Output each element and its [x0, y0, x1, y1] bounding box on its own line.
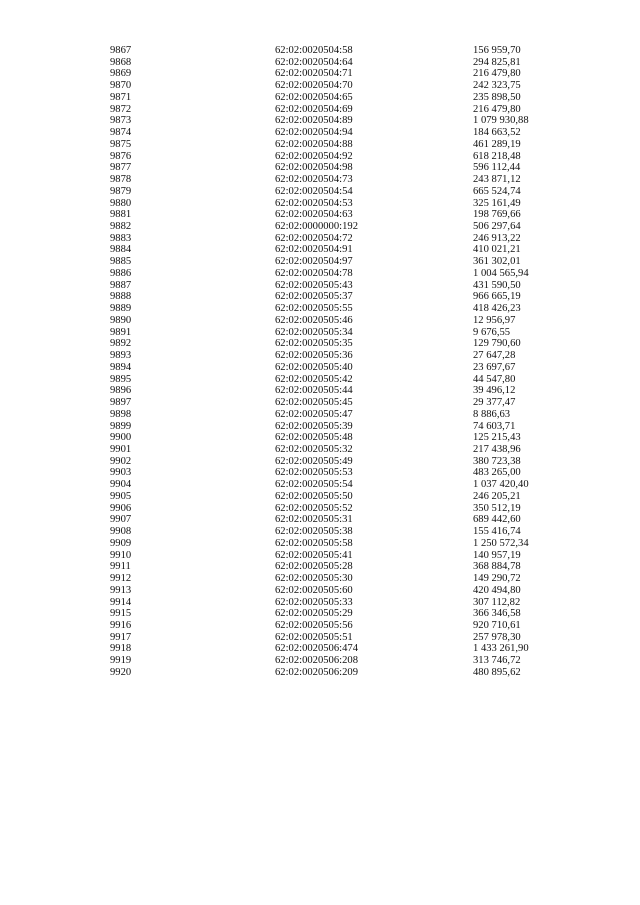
cadastral-value: 184 663,52: [473, 127, 521, 139]
table-row: [110, 620, 580, 632]
cadastral-value: 483 265,00: [473, 467, 521, 479]
row-number: 9899: [110, 420, 132, 432]
row-number: 9884: [110, 244, 132, 256]
table-row: [110, 115, 580, 127]
row-number: 9901: [110, 443, 132, 455]
cadastral-number: 62:02:0020505:55: [275, 303, 353, 315]
row-number: 9918: [110, 643, 132, 655]
cadastral-number: 62:02:0020505:39: [275, 420, 353, 432]
cadastral-number: 62:02:0020504:78: [275, 267, 353, 279]
row-number: 9909: [110, 537, 132, 549]
row-number: 9882: [110, 221, 132, 233]
cadastral-number: 62:02:0020505:30: [275, 573, 353, 585]
row-number: 9867: [110, 45, 132, 56]
row-number: 9896: [110, 385, 132, 397]
row-number: 9883: [110, 232, 132, 244]
table-row: [110, 280, 580, 292]
row-number: 9888: [110, 291, 132, 303]
cadastral-value: 380 723,38: [473, 455, 521, 467]
cadastral-number: 62:02:0020504:69: [275, 103, 353, 115]
row-number: 9910: [110, 549, 132, 561]
cadastral-value: 257 978,30: [473, 631, 521, 643]
cadastral-number: 62:02:0020505:28: [275, 561, 353, 573]
row-number: 9905: [110, 490, 132, 502]
cadastral-value: 366 346,58: [473, 608, 521, 620]
row-number: 9900: [110, 432, 132, 444]
cadastral-value: 480 895,62: [473, 666, 521, 678]
row-number: 9881: [110, 209, 132, 221]
cadastral-number: 62:02:0020505:42: [275, 373, 353, 385]
cadastral-number: 62:02:0020505:47: [275, 408, 353, 420]
row-number: 9894: [110, 361, 132, 373]
table-row: [110, 209, 580, 221]
cadastral-value: 431 590,50: [473, 279, 521, 291]
row-number: 9878: [110, 174, 132, 186]
row-number: 9893: [110, 350, 132, 362]
cadastral-number: 62:02:0020505:32: [275, 443, 353, 455]
cadastral-number: 62:02:0020504:88: [275, 138, 353, 150]
cadastral-value: 506 297,64: [473, 221, 521, 233]
table-row: [110, 350, 580, 362]
cadastral-value: 198 769,66: [473, 209, 521, 221]
row-number: 9877: [110, 162, 132, 174]
cadastral-number: 62:02:0020504:91: [275, 244, 353, 256]
cadastral-number: 62:02:0020506:208: [275, 655, 358, 667]
row-number: 9912: [110, 573, 132, 585]
cadastral-number: 62:02:0020504:58: [275, 45, 353, 56]
table-row: [110, 432, 580, 444]
cadastral-number: 62:02:0020505:53: [275, 467, 353, 479]
cadastral-number: 62:02:0020505:29: [275, 608, 353, 620]
cadastral-number: 62:02:0020505:37: [275, 291, 353, 303]
table-row: [110, 632, 580, 644]
cadastral-number: 62:02:0020504:64: [275, 56, 353, 68]
cadastral-value: 125 215,43: [473, 432, 521, 444]
row-number: 9916: [110, 619, 132, 631]
table-row: [110, 57, 580, 69]
row-number: 9886: [110, 267, 132, 279]
table-row: [110, 538, 580, 550]
row-number: 9898: [110, 408, 132, 420]
cadastral-value: 235 898,50: [473, 91, 521, 103]
table-row: [110, 244, 580, 256]
cadastral-value: 618 218,48: [473, 150, 521, 162]
row-number: 9897: [110, 397, 132, 409]
table-row: [110, 444, 580, 456]
cadastral-value: 8 886,63: [473, 408, 511, 420]
cadastral-value: 596 112,44: [473, 162, 521, 174]
table-row: [110, 327, 580, 339]
row-number: 9908: [110, 526, 132, 538]
cadastral-value: 461 289,19: [473, 138, 521, 150]
cadastral-value: 216 479,80: [473, 103, 521, 115]
cadastral-value: 129 790,60: [473, 338, 521, 350]
cadastral-number: 62:02:0020504:65: [275, 91, 353, 103]
table-row: [110, 467, 580, 479]
row-number: 9875: [110, 138, 132, 150]
cadastral-number: 62:02:0020505:35: [275, 338, 353, 350]
row-number: 9920: [110, 666, 132, 678]
row-number: 9906: [110, 502, 132, 514]
table-row: [110, 338, 580, 350]
table-row: [110, 643, 580, 655]
cadastral-value: 1 250 572,34: [473, 537, 529, 549]
cadastral-number: 62:02:0020505:38: [275, 526, 353, 538]
cadastral-number: 62:02:0020504:70: [275, 80, 353, 92]
row-number: 9885: [110, 256, 132, 268]
table-row: [110, 80, 580, 92]
table-row: [110, 667, 580, 679]
cadastral-value: 410 021,21: [473, 244, 521, 256]
row-number: 9904: [110, 479, 132, 491]
table-row: [110, 174, 580, 186]
cadastral-value: 966 665,19: [473, 291, 521, 303]
table-row: [110, 362, 580, 374]
table-row: [110, 608, 580, 620]
row-number: 9871: [110, 91, 132, 103]
cadastral-number: 62:02:0020505:58: [275, 537, 353, 549]
row-number: 9874: [110, 127, 132, 139]
cadastral-value: 156 959,70: [473, 45, 521, 56]
cadastral-value: 361 302,01: [473, 256, 521, 268]
cadastral-number: 62:02:0020504:72: [275, 232, 353, 244]
cadastral-number: 62:02:0020505:44: [275, 385, 353, 397]
row-number: 9913: [110, 584, 132, 596]
table-row: [110, 585, 580, 597]
row-number: 9891: [110, 326, 132, 338]
cadastral-value: 313 746,72: [473, 655, 521, 667]
row-number: 9917: [110, 631, 132, 643]
table-row: [110, 491, 580, 503]
cadastral-value: 149 290,72: [473, 573, 521, 585]
table-row: [110, 104, 580, 116]
cadastral-number: 62:02:0020504:94: [275, 127, 353, 139]
row-number: 9911: [110, 561, 131, 573]
cadastral-value: 140 957,19: [473, 549, 521, 561]
table-row: [110, 456, 580, 468]
cadastral-number: 62:02:0020506:209: [275, 666, 358, 678]
table-row: [110, 503, 580, 515]
cadastral-number: 62:02:0020504:97: [275, 256, 353, 268]
table-row: [110, 514, 580, 526]
row-number: 9902: [110, 455, 132, 467]
cadastral-value-table: [110, 45, 580, 679]
cadastral-number: 62:02:0020505:52: [275, 502, 353, 514]
cadastral-number: 62:02:0020505:60: [275, 584, 353, 596]
table-row: [110, 162, 580, 174]
cadastral-value: 74 603,71: [473, 420, 516, 432]
cadastral-value: 217 438,96: [473, 443, 521, 455]
row-number: 9895: [110, 373, 132, 385]
table-row: [110, 233, 580, 245]
cadastral-value: 325 161,49: [473, 197, 521, 209]
row-number: 9872: [110, 103, 132, 115]
cadastral-number: 62:02:0020505:43: [275, 279, 353, 291]
cadastral-number: 62:02:0000000:192: [275, 221, 358, 233]
cadastral-number: 62:02:0020505:33: [275, 596, 353, 608]
table-row: [110, 550, 580, 562]
cadastral-number: 62:02:0020505:41: [275, 549, 353, 561]
table-row: [110, 421, 580, 433]
row-number: 9869: [110, 68, 132, 80]
cadastral-number: 62:02:0020505:48: [275, 432, 353, 444]
table-row: [110, 256, 580, 268]
cadastral-value: 29 377,47: [473, 397, 516, 409]
cadastral-value: 368 884,78: [473, 561, 521, 573]
cadastral-number: 62:02:0020505:40: [275, 361, 353, 373]
row-number: 9919: [110, 655, 132, 667]
cadastral-value: 1 004 565,94: [473, 267, 529, 279]
row-number: 9880: [110, 197, 132, 209]
cadastral-value: 9 676,55: [473, 326, 511, 338]
table-row: [110, 45, 580, 57]
cadastral-value: 39 496,12: [473, 385, 516, 397]
table-row: [110, 573, 580, 585]
table-row: [110, 409, 580, 421]
table-row: [110, 385, 580, 397]
cadastral-number: 62:02:0020504:54: [275, 185, 353, 197]
cadastral-value: 23 697,67: [473, 361, 516, 373]
cadastral-value: 418 426,23: [473, 303, 521, 315]
row-number: 9876: [110, 150, 132, 162]
cadastral-value: 689 442,60: [473, 514, 521, 526]
cadastral-value: 155 416,74: [473, 526, 521, 538]
cadastral-value: 350 512,19: [473, 502, 521, 514]
cadastral-number: 62:02:0020505:50: [275, 490, 353, 502]
cadastral-number: 62:02:0020505:46: [275, 314, 353, 326]
table-row: [110, 127, 580, 139]
cadastral-value: 216 479,80: [473, 68, 521, 80]
table-row: [110, 597, 580, 609]
cadastral-value: 1 037 420,40: [473, 479, 529, 491]
table-row: [110, 315, 580, 327]
table-row: [110, 268, 580, 280]
cadastral-number: 62:02:0020506:474: [275, 643, 358, 655]
row-number: 9915: [110, 608, 132, 620]
row-number: 9892: [110, 338, 132, 350]
cadastral-number: 62:02:0020505:36: [275, 350, 353, 362]
row-number: 9889: [110, 303, 132, 315]
row-number: 9907: [110, 514, 132, 526]
cadastral-number: 62:02:0020504:73: [275, 174, 353, 186]
row-number: 9914: [110, 596, 132, 608]
row-number: 9868: [110, 56, 132, 68]
cadastral-value: 420 494,80: [473, 584, 521, 596]
cadastral-value: 920 710,61: [473, 619, 521, 631]
cadastral-number: 62:02:0020505:56: [275, 619, 353, 631]
table-row: [110, 479, 580, 491]
table-row: [110, 221, 580, 233]
cadastral-number: 62:02:0020504:71: [275, 68, 353, 80]
cadastral-number: 62:02:0020505:34: [275, 326, 353, 338]
cadastral-number: 62:02:0020504:89: [275, 115, 353, 127]
cadastral-number: 62:02:0020504:53: [275, 197, 353, 209]
table-row: [110, 92, 580, 104]
cadastral-value: 1 079 930,88: [473, 115, 529, 127]
table-row: [110, 139, 580, 151]
cadastral-value: 12 956,97: [473, 314, 516, 326]
table-row: [110, 303, 580, 315]
table-row: [110, 561, 580, 573]
table-row: [110, 151, 580, 163]
cadastral-value: 307 112,82: [473, 596, 521, 608]
cadastral-value: 242 323,75: [473, 80, 521, 92]
row-number: 9870: [110, 80, 132, 92]
cadastral-value: 27 647,28: [473, 350, 516, 362]
cadastral-value: 243 871,12: [473, 174, 521, 186]
row-number: 9903: [110, 467, 132, 479]
table-row: [110, 526, 580, 538]
table-row: [110, 397, 580, 409]
cadastral-number: 62:02:0020505:51: [275, 631, 353, 643]
row-number: 9887: [110, 279, 132, 291]
table-row: [110, 68, 580, 80]
cadastral-value: 1 433 261,90: [473, 643, 529, 655]
cadastral-value: 246 913,22: [473, 232, 521, 244]
cadastral-number: 62:02:0020505:45: [275, 397, 353, 409]
cadastral-number: 62:02:0020505:49: [275, 455, 353, 467]
table-row: [110, 291, 580, 303]
cadastral-value: 665 524,74: [473, 185, 521, 197]
cadastral-value: 294 825,81: [473, 56, 521, 68]
table-row: [110, 655, 580, 667]
cadastral-number: 62:02:0020504:98: [275, 162, 353, 174]
table-row: [110, 374, 580, 386]
cadastral-value: 44 547,80: [473, 373, 516, 385]
row-number: 9879: [110, 185, 132, 197]
cadastral-value: 246 205,21: [473, 490, 521, 502]
row-number: 9873: [110, 115, 132, 127]
cadastral-number: 62:02:0020505:54: [275, 479, 353, 491]
row-number: 9890: [110, 314, 132, 326]
cadastral-number: 62:02:0020504:63: [275, 209, 353, 221]
table-row: [110, 198, 580, 210]
table-row: [110, 186, 580, 198]
cadastral-number: 62:02:0020505:31: [275, 514, 353, 526]
cadastral-number: 62:02:0020504:92: [275, 150, 353, 162]
